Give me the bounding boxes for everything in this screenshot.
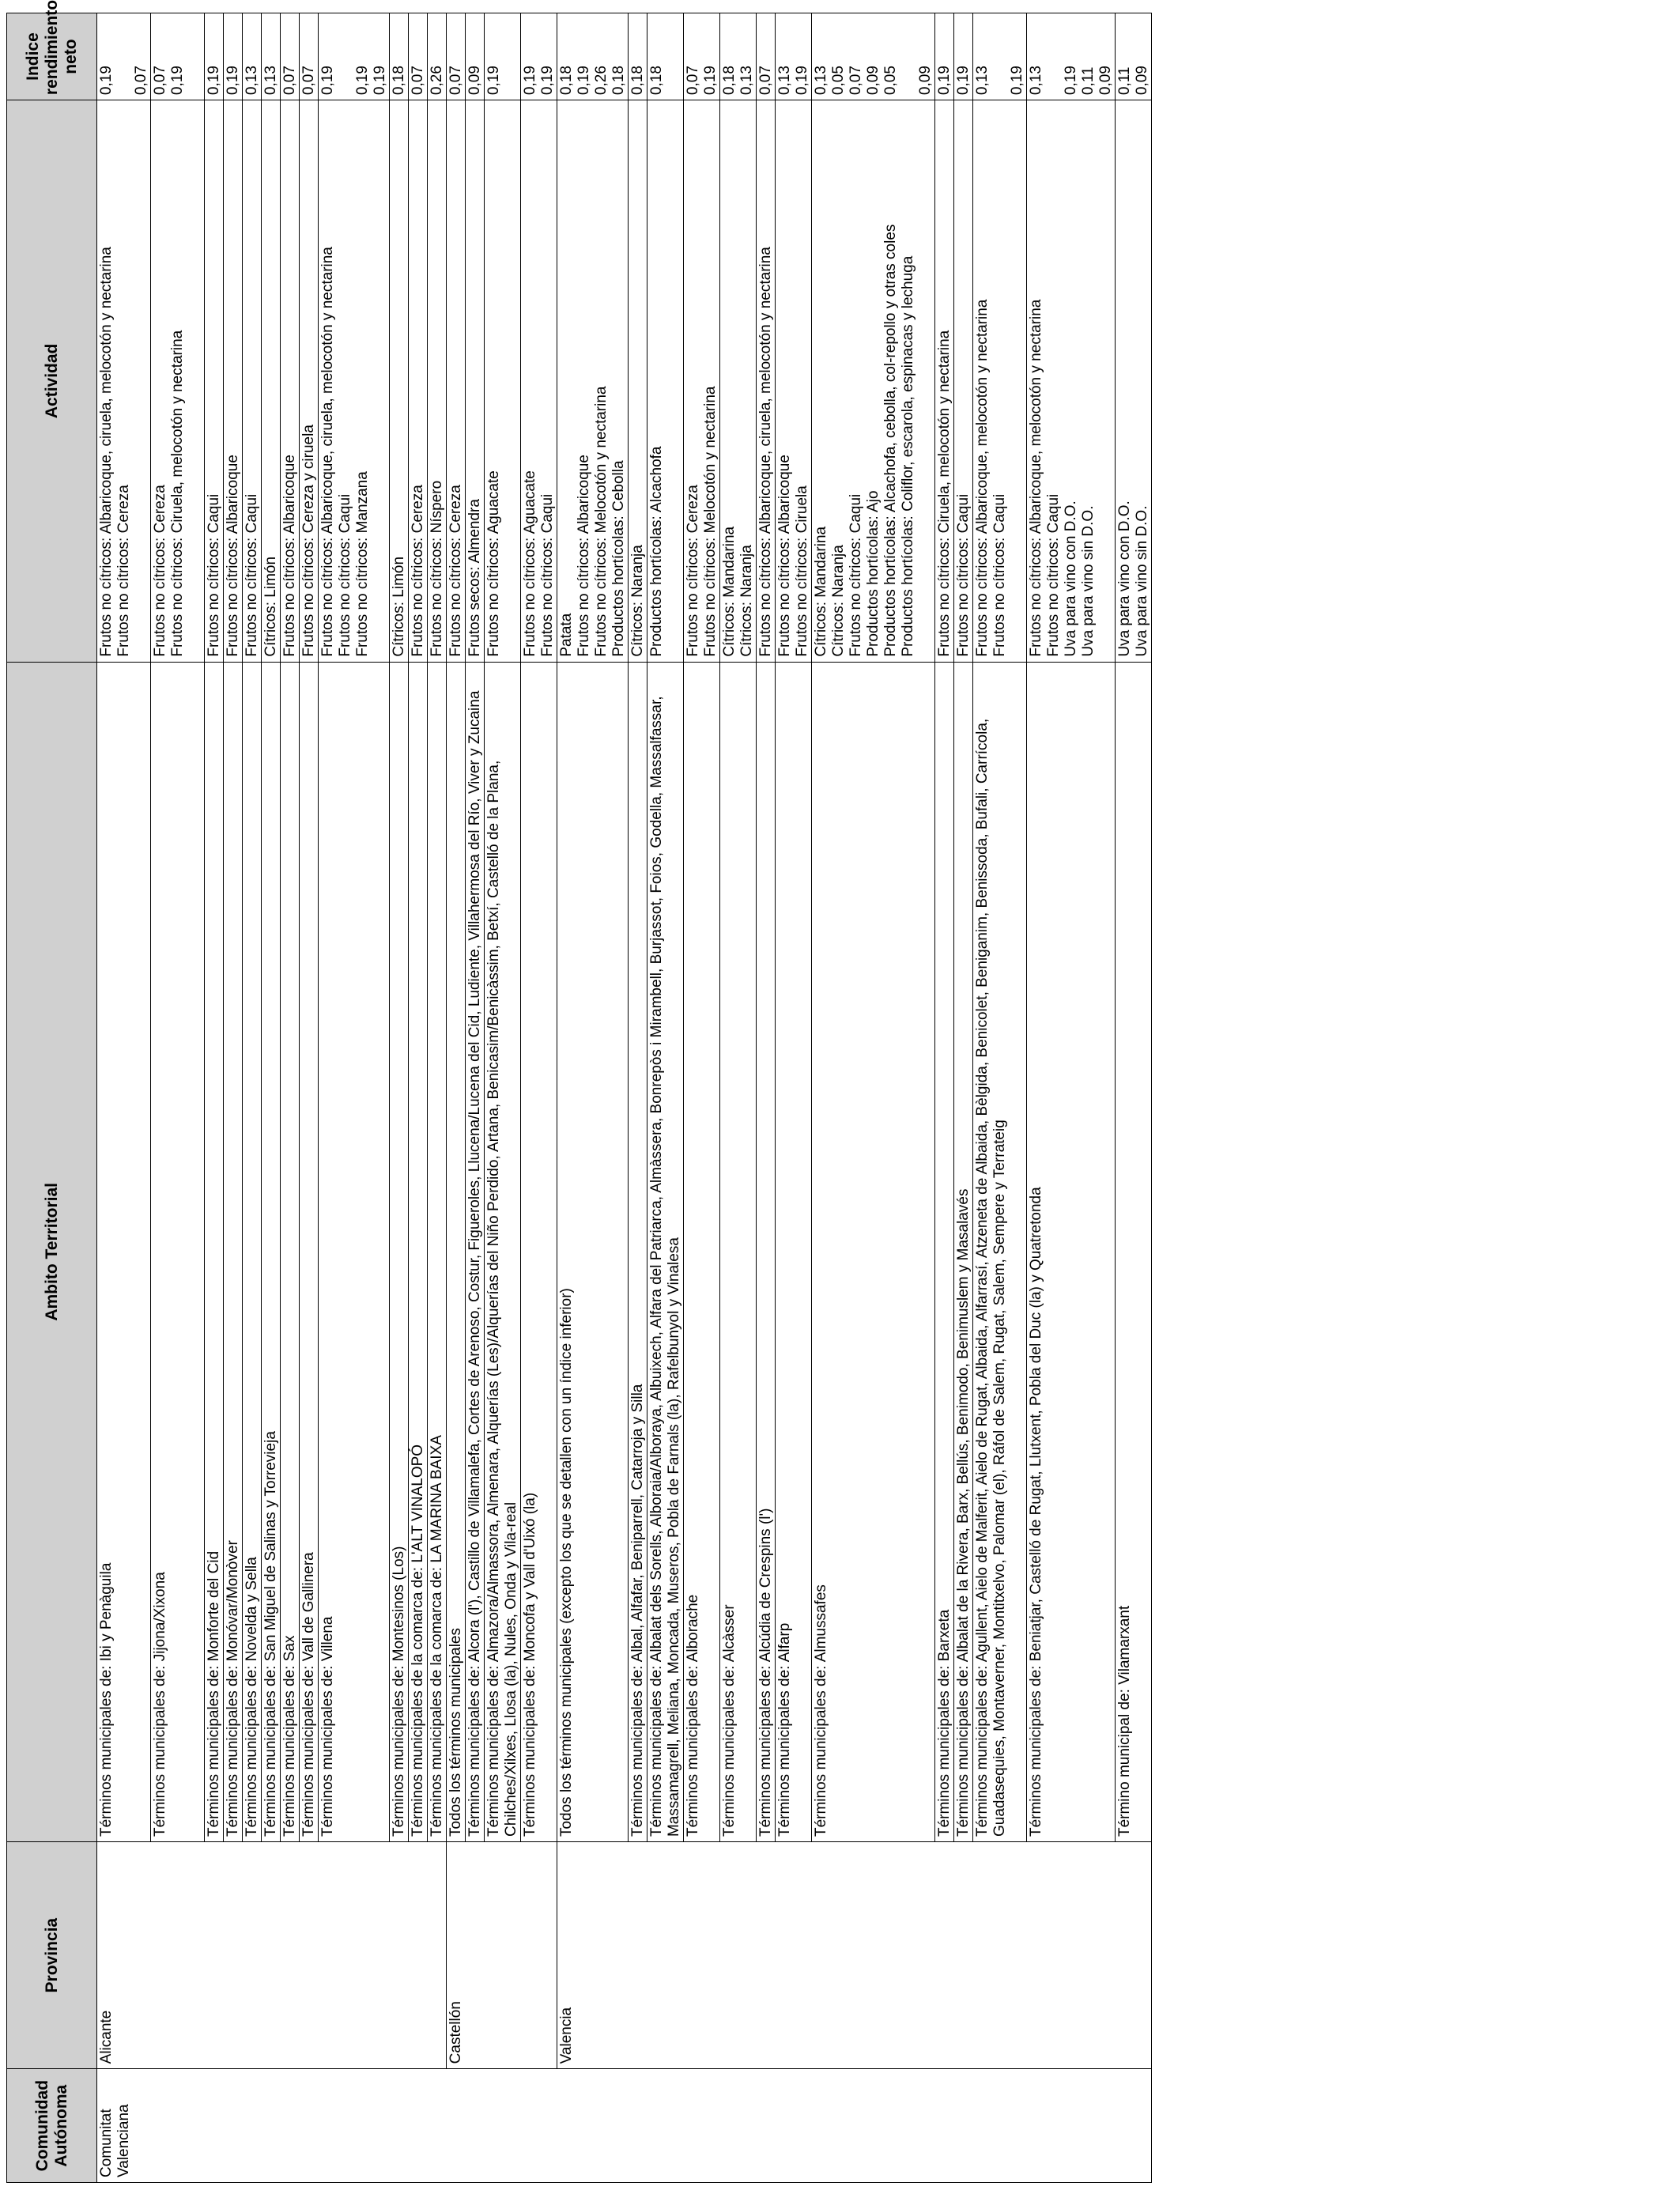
indice-cell	[973, 13, 1027, 100]
ambito-cell: Términos municipales de: Montesinos (Los)	[390, 662, 409, 1841]
actividad-cell	[647, 100, 684, 663]
indice-cell	[300, 13, 319, 100]
actividad-cell	[319, 100, 390, 663]
actividad-line: Cítricos: Naranja	[830, 545, 847, 657]
actividad-cell	[224, 100, 243, 663]
indice-cell	[205, 13, 224, 100]
ambito-cell: Términos municipales de: Monforte del Cid	[205, 662, 224, 1841]
indice-value: 0,13	[813, 66, 829, 96]
provincia-cell: Valencia	[557, 1842, 1152, 2069]
table-row	[97, 13, 151, 2183]
indice-cell	[243, 13, 262, 100]
indice-value: 0,11	[1080, 66, 1097, 96]
indice-cell	[319, 13, 390, 100]
indice-value: 0,19	[1063, 66, 1079, 96]
actividad-line: Frutos no cítricos: Cereza	[447, 485, 464, 657]
indice-cell	[935, 13, 954, 100]
indice-value: 0,09	[1097, 66, 1114, 96]
indice-value: 0,19	[522, 66, 538, 96]
indice-value: 0,13	[262, 66, 279, 96]
actividad-cell	[428, 100, 447, 663]
ambito-cell: Términos municipales de: Albalat de la Rivera, Barx, Bellús, Benimodo, Benimuslem y Masalavés	[954, 662, 973, 1841]
actividad-cell	[954, 100, 973, 663]
actividad-line: Frutos no cítricos: Caqui	[955, 493, 972, 657]
indice-cell	[262, 13, 281, 100]
indice-value: 0,13	[244, 66, 260, 96]
ambito-cell: Términos municipales de: Alcora (l'), Castillo de Villamalefa, Cortes de Arenoso, Costur, Figueroles, Llucena/Lucena del Cid, Ludiente, Villahermosa del Río, Viver y Zucaina	[466, 662, 485, 1841]
actividad-cell	[720, 100, 757, 663]
ambito-cell: Términos municipales de: Novelda y Sella	[243, 662, 262, 1841]
ambito-cell: Términos municipales de: Vall de Gallinera	[300, 662, 319, 1841]
indice-cell	[757, 13, 776, 100]
indice-value: 0,18	[648, 66, 665, 96]
indice-value: 0,19	[206, 66, 222, 96]
indice-value: 0,19	[319, 66, 336, 96]
actividad-line: Cítricos: Naranja	[738, 545, 755, 657]
table-body	[97, 13, 1152, 2183]
ambito-cell: Términos municipales de: Monóvar/Monòver	[224, 662, 243, 1841]
indice-value: 0,05	[830, 66, 847, 96]
actividad-line: Frutos no cítricos: Cereza	[115, 485, 132, 657]
actividad-line: Frutos no cítricos: Caqui	[991, 493, 1008, 657]
ambito-cell: Términos municipales de: Jijona/Xixona	[151, 662, 205, 1841]
indice-value: 0,07	[152, 66, 168, 96]
indice-cell	[485, 13, 521, 100]
actividad-cell	[409, 100, 428, 663]
indice-value: 0,07	[447, 66, 464, 96]
indice-value: 0,13	[776, 66, 793, 96]
actividad-line: Frutos no cítricos: Manzana	[354, 471, 371, 657]
actividad-line: Frutos no cítricos: Ciruela, melocotón y nectarina	[169, 330, 186, 657]
actividad-line: Cítricos: Naranja	[629, 545, 646, 657]
indice-value: 0,09	[466, 66, 483, 96]
header-indice: Indice rendimiento neto	[7, 13, 97, 100]
actividad-line: Frutos no cítricos: Cereza	[152, 485, 168, 657]
actividad-line: Uva para vino sin D.O.	[1134, 505, 1150, 657]
comunidad-cell: Comunitat Valenciana	[97, 2069, 1152, 2183]
actividad-line: Uva para vino con D.O.	[1116, 500, 1133, 657]
actividad-line: Frutos no cítricos: Albaricoque	[576, 455, 592, 657]
actividad-cell	[776, 100, 812, 663]
actividad-cell	[205, 100, 224, 663]
ambito-cell: Términos municipales de: Almazora/Almassora, Almenara, Alquerías (Les)/Alquerías del Niño Perdido, Artana, Benicasim/Benicàssim, Betxí, Castelló de la Plana, Chilches/Xilxes, Llosa (la), Nules, Onda y Vila-real	[485, 662, 521, 1841]
actividad-line: Frutos no cítricos: Albaricoque, ciruela, melocotón y nectarina	[98, 247, 115, 657]
actividad-line: Frutos no cítricos: Albaricoque, melocotón y nectarina	[1028, 299, 1044, 657]
actividad-cell	[281, 100, 300, 663]
indice-value: 0,18	[391, 66, 407, 96]
actividad-line: Frutos no cítricos: Cereza y ciruela	[300, 425, 317, 657]
actividad-line: Frutos no cítricos: Níspero	[428, 480, 445, 657]
indice-value: 0,19	[98, 66, 115, 96]
indice-cell	[629, 13, 647, 100]
actividad-line: Productos hortícolas: Ajo	[865, 490, 882, 657]
actividad-line: Uva para vino con D.O.	[1063, 500, 1079, 657]
actividad-line: Frutos no cítricos: Cereza	[410, 485, 426, 657]
table-row	[557, 13, 629, 2183]
indice-value: 0,19	[955, 66, 972, 96]
indice-cell	[97, 13, 151, 100]
ambito-cell: Términos municipales de: Alborache	[684, 662, 720, 1841]
indice-value: 0,07	[757, 66, 774, 96]
actividad-cell	[485, 100, 521, 663]
actividad-cell	[684, 100, 720, 663]
indice-value: 0,19	[1009, 66, 1025, 96]
indice-cell	[390, 13, 409, 100]
header-provincia: Provincia	[7, 1842, 97, 2069]
indice-value: 0,07	[848, 66, 864, 96]
indice-cell	[521, 13, 557, 100]
indice-cell	[557, 13, 629, 100]
indice-cell	[224, 13, 243, 100]
indice-cell	[647, 13, 684, 100]
ambito-cell: Términos municipales de: Barxeta	[935, 662, 954, 1841]
actividad-line: Frutos secos: Almendra	[466, 499, 483, 657]
indice-value: 0,19	[794, 66, 810, 96]
indice-cell	[281, 13, 300, 100]
actividad-line: Frutos no cítricos: Cereza	[685, 485, 701, 657]
indice-value: 0,19	[354, 66, 371, 96]
indice-value: 0,19	[539, 66, 556, 96]
ambito-cell: Términos municipales de: Alfarp	[776, 662, 812, 1841]
indice-value	[337, 18, 354, 95]
ambito-cell: Términos municipales de la comarca de: LA MARINA BAIXA	[428, 662, 447, 1841]
ambito-cell: Todos los términos municipales (excepto los que se detallen con un índice inferior)	[557, 662, 629, 1841]
indice-value: 0,13	[738, 66, 755, 96]
actividad-line: Frutos no cítricos: Ciruela	[794, 485, 810, 657]
actividad-line: Productos hortícolas: Alcachofa, cebolla, col-repollo y otras coles	[882, 224, 899, 657]
indice-value: 0,07	[685, 66, 701, 96]
actividad-line: Frutos no cítricos: Albaricoque, melocotón y nectarina	[974, 299, 991, 657]
indice-value: 0,18	[610, 66, 627, 96]
actividad-line: Frutos no cítricos: Caqui	[337, 493, 353, 657]
actividad-cell	[466, 100, 485, 663]
indice-value: 0,11	[1116, 66, 1133, 96]
indice-cell	[812, 13, 935, 100]
indice-cell	[151, 13, 205, 100]
indice-value: 0,09	[865, 66, 882, 96]
actividad-cell	[447, 100, 466, 663]
indice-cell	[1116, 13, 1152, 100]
actividad-cell	[629, 100, 647, 663]
actividad-cell	[557, 100, 629, 663]
actividad-line: Frutos no cítricos: Albaricoque, ciruela, melocotón y nectarina	[757, 247, 774, 657]
ambito-cell: Términos municipales de: Ibi y Penàguila	[97, 662, 151, 1841]
actividad-line: Frutos no cítricos: Melocotón y nectarina	[702, 386, 719, 657]
indice-value: 0,26	[593, 66, 610, 96]
actividad-cell	[151, 100, 205, 663]
table-row	[447, 13, 466, 2183]
actividad-line: Frutos no cítricos: Aguacate	[485, 470, 502, 657]
indice-cell	[1027, 13, 1116, 100]
indice-value: 0,18	[558, 66, 575, 96]
indice-value: 0,19	[372, 66, 388, 96]
ambito-cell: Término municipal de: Vilamarxant	[1116, 662, 1152, 1841]
indice-cell	[720, 13, 757, 100]
actividad-cell	[973, 100, 1027, 663]
indice-value	[1045, 18, 1063, 95]
indice-value: 0,19	[169, 66, 186, 96]
indice-cell	[684, 13, 720, 100]
provincia-cell: Alicante	[97, 1842, 447, 2069]
actividad-cell	[521, 100, 557, 663]
actividad-line: Frutos no cítricos: Aguacate	[522, 470, 538, 657]
actividad-line: Productos hortícolas: Coliflor, escarola, espinacas y lechuga	[900, 255, 916, 657]
ambito-cell: Términos municipales de: Moncofa y Vall d'Uixó (la)	[521, 662, 557, 1841]
ambito-cell: Términos municipales de: San Miguel de Salinas y Torrevieja	[262, 662, 281, 1841]
indice-value: 0,19	[936, 66, 953, 96]
actividad-cell	[757, 100, 776, 663]
indice-value: 0,07	[410, 66, 426, 96]
indice-value: 0,09	[917, 66, 934, 96]
header-ca: Comunidad Autónoma	[7, 2069, 97, 2183]
ambito-cell: Todos los términos municipales	[447, 662, 466, 1841]
actividad-line: Cítricos: Limón	[262, 556, 279, 657]
indice-cell	[428, 13, 447, 100]
indice-cell	[776, 13, 812, 100]
indice-cell	[954, 13, 973, 100]
indice-value: 0,13	[974, 66, 991, 96]
indice-value	[115, 18, 133, 95]
ambito-cell: Términos municipales de: Alcúdia de Crespins (l')	[757, 662, 776, 1841]
indice-cell	[409, 13, 428, 100]
indice-value: 0,19	[576, 66, 592, 96]
actividad-line: Cítricos: Mandarina	[813, 526, 829, 657]
indice-value: 0,19	[485, 66, 502, 96]
indice-value: 0,07	[300, 66, 317, 96]
actividad-cell	[97, 100, 151, 663]
actividad-line: Productos hortícolas: Alcachofa	[648, 446, 665, 657]
indice-value: 0,07	[281, 66, 298, 96]
actividad-cell	[1116, 100, 1152, 663]
rendimiento-table	[6, 0, 1152, 2183]
actividad-cell	[812, 100, 935, 663]
actividad-line: Frutos no cítricos: Caqui	[539, 493, 556, 657]
actividad-line: Productos hortícolas: Cebolla	[610, 460, 627, 657]
actividad-line: Cítricos: Limón	[391, 556, 407, 657]
actividad-cell	[262, 100, 281, 663]
header-ambito: Ambito Territorial	[7, 662, 97, 1841]
actividad-line: Frutos no cítricos: Caqui	[244, 493, 260, 657]
indice-cell	[466, 13, 485, 100]
indice-value: 0,05	[882, 66, 899, 96]
actividad-line: Frutos no cítricos: Albaricoque	[281, 455, 298, 657]
ambito-cell: Términos municipales de la comarca de: L'ALT VINALOPÓ	[409, 662, 428, 1841]
indice-value: 0,18	[629, 66, 646, 96]
actividad-cell	[300, 100, 319, 663]
actividad-line: Patata	[558, 613, 575, 657]
actividad-cell	[935, 100, 954, 663]
indice-value: 0,13	[1028, 66, 1044, 96]
ambito-cell: Términos municipales de: Albal, Alfafar, Beniparrell, Catarroja y Silla	[629, 662, 647, 1841]
actividad-line: Frutos no cítricos: Albaricoque, ciruela, melocotón y nectarina	[319, 247, 336, 657]
ambito-cell: Términos municipales de: Villena	[319, 662, 390, 1841]
ambito-cell: Términos municipales de: Beniatjar, Castelló de Rugat, Llutxent, Pobla del Duc (la) y Quatretonda	[1027, 662, 1116, 1841]
provincia-cell: Castellón	[447, 1842, 557, 2069]
actividad-line: Frutos no cítricos: Caqui	[848, 493, 864, 657]
actividad-line: Frutos no cítricos: Caqui	[1045, 493, 1062, 657]
actividad-line: Uva para vino sin D.O.	[1080, 505, 1097, 657]
indice-value	[187, 18, 204, 95]
header-actividad: Actividad	[7, 100, 97, 663]
actividad-cell	[390, 100, 409, 663]
ambito-cell: Términos municipales de: Almussafes	[812, 662, 935, 1841]
indice-value: 0,19	[702, 66, 719, 96]
actividad-line: Frutos no cítricos: Albaricoque	[776, 455, 793, 657]
ambito-cell: Términos municipales de: Sax	[281, 662, 300, 1841]
ambito-cell: Términos municipales de: Alcàsser	[720, 662, 757, 1841]
ambito-cell: Términos municipales de: Albalat dels Sorells, Alboraia/Alboraya, Albuixech, Alfara del Patriarca, Almàssera, Bonrepòs i Mirambell, Burjassot, Foios, Godella, Massalfassar, Massamagrell, Meliana, Moncada, Museros, Pobla de Farnals (la), Rafelbunyol y Vinalesa	[647, 662, 684, 1841]
indice-value	[991, 18, 1009, 95]
actividad-line: Frutos no cítricos: Melocotón y nectarina	[593, 386, 610, 657]
actividad-line: Frutos no cítricos: Ciruela, melocotón y nectarina	[936, 330, 953, 657]
header-row	[7, 13, 97, 2183]
indice-value	[900, 18, 917, 95]
ambito-cell: Términos municipales de: Agullent, Aielo de Malferit, Aielo de Rugat, Albaida, Alfarrasí, Atzeneta de Albaida, Bèlgida, Benicolet, Beniganim, Benissoda, Bufali, Carrícola, Guadasequies, Montaverner, Montitxelvo, Palomar (el), Ráfol de Salem, Rugat, Salem, Sempere y Terrateig	[973, 662, 1027, 1841]
actividad-cell	[243, 100, 262, 663]
indice-value: 0,18	[721, 66, 738, 96]
indice-value: 0,07	[133, 66, 149, 96]
indice-value: 0,09	[1134, 66, 1150, 96]
actividad-cell	[1027, 100, 1116, 663]
indice-cell	[447, 13, 466, 100]
indice-value: 0,26	[428, 66, 445, 96]
indice-value: 0,19	[225, 66, 241, 96]
actividad-line: Frutos no cítricos: Albaricoque	[225, 455, 241, 657]
actividad-line: Frutos no cítricos: Caqui	[206, 493, 222, 657]
actividad-line: Cítricos: Mandarina	[721, 526, 738, 657]
